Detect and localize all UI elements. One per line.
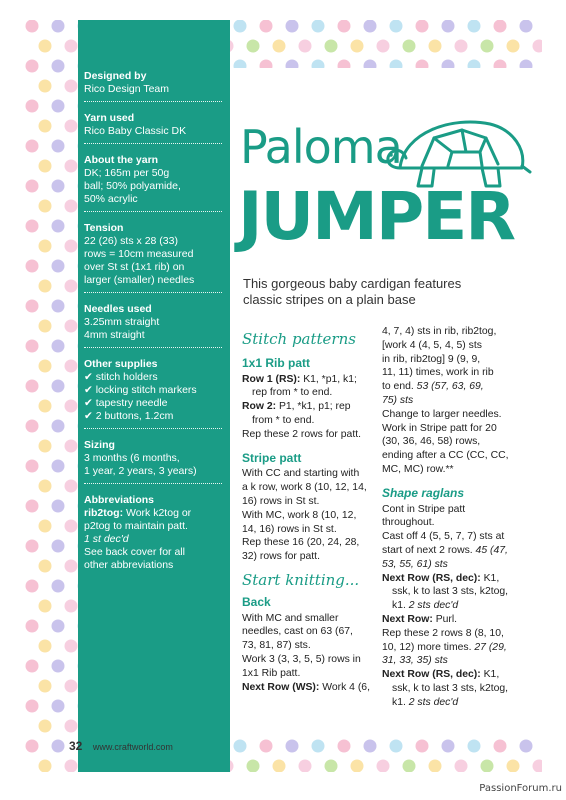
- dec-row-label: Next Row (RS, dec):: [382, 572, 481, 584]
- polka-dot: [325, 760, 338, 773]
- polka-dot: [52, 340, 65, 353]
- sidebar-section-line: 4mm straight: [84, 329, 145, 341]
- rib-row2-text: P1, *k1, p1; rep: [276, 401, 351, 413]
- polka-dot: [455, 760, 468, 773]
- raglan-italic-1: 45 (47,: [472, 544, 508, 556]
- text-line: start of next 2 rows. 45 (47,: [382, 544, 508, 556]
- watermark: PassionForum.ru: [479, 783, 562, 794]
- polka-dot: [338, 20, 351, 33]
- page-footer: [69, 739, 173, 753]
- polka-dot: [65, 680, 78, 693]
- polka-dot: [39, 40, 52, 53]
- abbrev-see: See back cover for all: [84, 546, 185, 558]
- footer-url[interactable]: www.craftworld.com: [92, 742, 173, 752]
- text-line: With MC and smaller: [242, 612, 339, 624]
- title-paloma: Paloma: [240, 120, 402, 174]
- polka-dot: [65, 640, 78, 653]
- sidebar-section-title: Other supplies: [84, 358, 158, 370]
- polka-dot: [26, 260, 39, 273]
- polka-dot: [52, 180, 65, 193]
- polka-dot: [416, 20, 429, 33]
- polka-dot: [65, 200, 78, 213]
- polka-dot: [39, 280, 52, 293]
- sidebar-section-line: 50% acrylic: [84, 193, 138, 205]
- text-line: Work in Stripe patt for 20: [382, 422, 497, 434]
- polka-dot: [260, 740, 273, 753]
- purl-row-text: Purl.: [432, 613, 458, 625]
- polka-dot: [65, 120, 78, 133]
- sidebar-section-title: Tension: [84, 222, 124, 234]
- text-line: 73, 81, 87) sts.: [242, 640, 311, 652]
- text-line: a k row, work 8 (10, 12, 14,: [242, 482, 367, 494]
- sidebar-section-line: Rico Design Team: [84, 83, 170, 95]
- dotted-divider: [84, 292, 222, 293]
- stripe-text: [242, 467, 378, 564]
- polka-dot: [247, 40, 260, 53]
- polka-dot: [234, 740, 247, 753]
- text-line: [work 4 (4, 5, 4, 5) sts: [382, 339, 482, 351]
- dotted-divider: [84, 211, 222, 212]
- top-italic-1: 53 (57, 63, 69,: [413, 381, 484, 393]
- sidebar-section: [84, 222, 222, 293]
- polka-dot: [65, 80, 78, 93]
- polka-dot: [481, 760, 494, 773]
- polka-dot: [26, 740, 39, 753]
- polka-dot: [52, 700, 65, 713]
- dec-row-end: k1.: [392, 600, 406, 612]
- heading-rib-patt: 1x1 Rib patt: [242, 355, 311, 370]
- polka-dot: [455, 40, 468, 53]
- polka-dot: [52, 100, 65, 113]
- polka-dot: [39, 480, 52, 493]
- polka-dot: [507, 760, 520, 773]
- rib-row2-cont: from * to end.: [252, 414, 315, 426]
- polka-dot: [39, 120, 52, 133]
- repeat-italic-2: 31, 33, 35) sts: [382, 655, 448, 667]
- dotted-divider: [84, 101, 222, 102]
- polka-dot: [26, 140, 39, 153]
- text-line: Rep these 16 (20, 24, 28,: [242, 537, 360, 549]
- polka-dot: [403, 760, 416, 773]
- text-line: 4, 7, 4) sts in rib, rib2tog,: [382, 326, 497, 337]
- info-sidebar: [78, 20, 230, 772]
- polka-dot: [39, 240, 52, 253]
- polka-dot: [351, 40, 364, 53]
- rib-row1-label: Row 1 (RS):: [242, 373, 301, 385]
- dotted-divider: [84, 347, 222, 348]
- sidebar-section: [84, 303, 222, 348]
- polka-dot: [26, 500, 39, 513]
- polka-dot: [65, 360, 78, 373]
- sidebar-section: [84, 112, 222, 144]
- text-line: 11, 11) times, work in rib: [382, 367, 494, 379]
- polka-dot: [325, 40, 338, 53]
- dec2-row-label: Next Row (RS, dec):: [382, 669, 481, 681]
- sidebar-section-title: About the yarn: [84, 154, 159, 166]
- magazine-page: [24, 20, 542, 772]
- polka-dot: [442, 20, 455, 33]
- text-line: 10, 12) more times. 27 (29,: [382, 641, 507, 653]
- raglan-italic-2: 53, 55, 61) sts: [382, 558, 448, 570]
- text-line: Rep these 2 rows 8 (8, 10,: [382, 627, 504, 639]
- heading-stitch-patterns: Stitch patterns: [242, 330, 356, 348]
- sidebar-section-line: ball; 50% polyamide,: [84, 180, 181, 192]
- sidebar-section-line: ✔ stitch holders: [84, 371, 158, 383]
- polka-dot: [52, 460, 65, 473]
- polka-dot: [26, 180, 39, 193]
- sidebar-section: [84, 439, 222, 484]
- text-line: 1x1 Rib patt.: [242, 667, 301, 679]
- polka-dot: [533, 40, 543, 53]
- polka-dot: [65, 760, 78, 773]
- sidebar-section-line: 3.25mm straight: [84, 316, 160, 328]
- abbrev-count: 1 st dec'd: [84, 533, 129, 545]
- abbrev-line: [84, 507, 222, 520]
- polka-dot: [39, 200, 52, 213]
- polka-dot: [416, 740, 429, 753]
- text-line: Cast off 4 (5, 5, 7, 7) sts at: [382, 531, 505, 543]
- polka-dot: [286, 20, 299, 33]
- polka-dot: [520, 740, 533, 753]
- polka-dot: [39, 760, 52, 773]
- dec-row-cont: ssk, k to last 3 sts, k2tog,: [392, 586, 509, 598]
- dotted-divider: [84, 143, 222, 144]
- polka-dot: [494, 20, 507, 33]
- polka-dot: [52, 660, 65, 673]
- polka-dot: [65, 240, 78, 253]
- polka-dot: [26, 660, 39, 673]
- intro-text: This gorgeous baby cardigan features classic stripes on a plain base: [243, 276, 462, 307]
- dec2-row-text: K1,: [480, 669, 500, 681]
- polka-dot: [52, 260, 65, 273]
- sidebar-section-line: rows = 10cm measured: [84, 248, 194, 260]
- polka-dot: [494, 740, 507, 753]
- polka-dot: [65, 440, 78, 453]
- polka-dot: [65, 560, 78, 573]
- polka-dot: [26, 220, 39, 233]
- repeat-italic-1: 27 (29,: [471, 641, 507, 653]
- heading-start-knitting: Start knitting...: [242, 570, 360, 589]
- dec2-row-count: 2 sts dec'd: [405, 696, 459, 708]
- page-number: 32: [69, 739, 83, 753]
- polka-dot: [234, 20, 247, 33]
- text-line: to end. 53 (57, 63, 69,: [382, 381, 484, 393]
- sidebar-section-line: DK; 165m per 50g: [84, 167, 170, 179]
- next-row-ws-text: Work 4 (6,: [319, 681, 370, 693]
- polka-dot: [39, 560, 52, 573]
- polka-dot: [52, 140, 65, 153]
- text-line: (30, 36, 46, 58) rows,: [382, 436, 481, 448]
- polka-dot: [312, 20, 325, 33]
- polka-dot: [52, 740, 65, 753]
- abbrev-def: Work k2tog or: [123, 507, 192, 519]
- polka-dot: [65, 600, 78, 613]
- polka-dot: [429, 760, 442, 773]
- polka-dot: [52, 220, 65, 233]
- polka-dot: [26, 540, 39, 553]
- sidebar-section-line: ✔ locking stitch markers: [84, 384, 197, 396]
- sidebar-sections: [84, 70, 222, 582]
- polka-dot: [52, 540, 65, 553]
- polka-dot: [481, 40, 494, 53]
- dotted-divider: [84, 428, 222, 429]
- polka-dot: [65, 480, 78, 493]
- polka-dot: [312, 740, 325, 753]
- polka-dot: [364, 20, 377, 33]
- polka-dot: [377, 760, 390, 773]
- dec2-row-end: k1.: [392, 696, 406, 708]
- polka-dot: [507, 40, 520, 53]
- polka-dot: [26, 420, 39, 433]
- sidebar-section-line: 3 months (6 months,: [84, 452, 180, 464]
- polka-dot: [39, 720, 52, 733]
- abbreviations-title: Abbreviations: [84, 494, 155, 506]
- sidebar-section-title: Yarn used: [84, 112, 135, 124]
- text-line: 16) rows in St st.: [242, 495, 320, 507]
- polka-dot: [26, 20, 39, 33]
- sidebar-section-line: over St st (1x1 rib) on: [84, 261, 185, 273]
- polka-dot: [65, 280, 78, 293]
- polka-dot: [52, 620, 65, 633]
- polka-dot: [429, 40, 442, 53]
- sidebar-section: [84, 154, 222, 212]
- text-line: 14, 16) rows in St st.: [242, 523, 337, 535]
- polka-dot: [260, 20, 273, 33]
- polka-dot: [286, 740, 299, 753]
- sidebar-section-title: Sizing: [84, 439, 115, 451]
- change-needles-text: [382, 408, 518, 477]
- sidebar-section-title: Needles used: [84, 303, 152, 315]
- sidebar-section: [84, 70, 222, 102]
- polka-dot: [39, 400, 52, 413]
- polka-dot: [52, 60, 65, 73]
- sidebar-section: [84, 358, 222, 429]
- polka-dot: [26, 100, 39, 113]
- polka-dot: [26, 620, 39, 633]
- polka-dot: [26, 300, 39, 313]
- polka-dot: [52, 580, 65, 593]
- polka-dot: [26, 380, 39, 393]
- polka-dot: [520, 20, 533, 33]
- polka-dot: [390, 20, 403, 33]
- rib-dec-text: [382, 325, 518, 394]
- rib-repeat: Rep these 2 rows for patt.: [242, 428, 361, 440]
- polka-dot: [468, 20, 481, 33]
- pattern-content: [230, 68, 542, 736]
- sidebar-section-line: 1 year, 2 years, 3 years): [84, 465, 197, 477]
- polka-dot: [273, 760, 286, 773]
- text-line: needles, cast on 63 (67,: [242, 626, 353, 638]
- sidebar-section-line: ✔ 2 buttons, 1.2cm: [84, 410, 174, 422]
- text-line: With MC, work 8 (10, 12,: [242, 509, 357, 521]
- sidebar-section-line: 22 (26) sts x 28 (33): [84, 235, 178, 247]
- polka-dot: [39, 360, 52, 373]
- dec2-row-cont: ssk, k to last 3 sts, k2tog,: [392, 682, 509, 694]
- polka-dot: [39, 440, 52, 453]
- rib-row1-text: K1, *p1, k1;: [300, 373, 357, 385]
- next-row-ws-label: Next Row (WS):: [242, 681, 320, 693]
- polka-dot: [26, 340, 39, 353]
- sidebar-section-line: larger (smaller) needles: [84, 274, 195, 286]
- polka-dot: [65, 40, 78, 53]
- polka-dot: [52, 420, 65, 433]
- polka-dot: [52, 300, 65, 313]
- heading-shape-raglans: Shape raglans: [382, 485, 465, 500]
- polka-dot: [247, 760, 260, 773]
- polka-dot: [26, 460, 39, 473]
- polka-dot: [65, 720, 78, 733]
- polka-dot: [65, 520, 78, 533]
- polka-dot: [26, 700, 39, 713]
- rib-row2-label: Row 2:: [242, 401, 277, 413]
- dec-row-text: K1,: [480, 572, 500, 584]
- text-line: throughout.: [382, 517, 435, 529]
- polka-dot: [442, 740, 455, 753]
- polka-dot: [533, 760, 543, 773]
- abbrev-term: rib2tog:: [84, 507, 124, 519]
- abbrev-see-cont: other abbreviations: [84, 559, 174, 571]
- polka-dot: [52, 500, 65, 513]
- text-line: ending after a CC (CC, CC,: [382, 450, 509, 462]
- text-line: Work 3 (3, 3, 5, 5) rows in: [242, 653, 361, 665]
- heading-back: Back: [242, 594, 271, 609]
- polka-dot: [39, 320, 52, 333]
- sidebar-section-line: ✔ tapestry needle: [84, 397, 168, 409]
- polka-dot: [65, 400, 78, 413]
- sidebar-section-title: Designed by: [84, 70, 147, 82]
- polka-dot: [39, 680, 52, 693]
- polka-dot: [65, 160, 78, 173]
- polka-dot: [52, 380, 65, 393]
- polka-dot: [468, 740, 481, 753]
- polka-dot: [377, 40, 390, 53]
- sidebar-section-line: Rico Baby Classic DK: [84, 125, 187, 137]
- polka-dot: [26, 580, 39, 593]
- abbrev-def-cont: p2tog to maintain patt.: [84, 520, 188, 532]
- column-2: [382, 325, 518, 710]
- polka-dot: [390, 740, 403, 753]
- polka-dot: [65, 320, 78, 333]
- purl-row-label: Next Row:: [382, 613, 433, 625]
- raglan-text: [382, 503, 518, 558]
- title-jumper: JUMPER: [238, 178, 515, 255]
- column-1: [242, 330, 378, 694]
- heading-stripe-patt: Stripe patt: [242, 450, 302, 465]
- repeat-text: [382, 627, 518, 655]
- dec-row-count: 2 sts dec'd: [405, 600, 459, 612]
- text-line: MC, MC) row.**: [382, 463, 454, 475]
- text-line: Change to larger needles.: [382, 408, 502, 420]
- text-line: With CC and starting with: [242, 468, 360, 480]
- polka-dot: [338, 740, 351, 753]
- text-line: Cont in Stripe patt: [382, 503, 466, 515]
- rib-row1-cont: rep from * to end.: [252, 387, 333, 399]
- polka-dot: [403, 40, 416, 53]
- polka-dot: [299, 760, 312, 773]
- polka-dot: [26, 60, 39, 73]
- polka-dot: [39, 80, 52, 93]
- text-line: 32) rows for patt.: [242, 551, 320, 563]
- polka-dot: [273, 40, 286, 53]
- polka-dot: [39, 160, 52, 173]
- polka-dot: [299, 40, 312, 53]
- polka-dot: [351, 760, 364, 773]
- polka-dot: [39, 520, 52, 533]
- polka-dot: [39, 640, 52, 653]
- text-line: in rib, rib2tog] 9 (9, 9,: [382, 353, 481, 365]
- polka-dot: [52, 20, 65, 33]
- back-text: [242, 612, 378, 681]
- polka-dot: [364, 740, 377, 753]
- dotted-divider: [84, 483, 222, 484]
- polka-dot: [39, 600, 52, 613]
- sidebar-abbreviations: [84, 494, 222, 572]
- top-italic-2: 75) sts: [382, 394, 414, 406]
